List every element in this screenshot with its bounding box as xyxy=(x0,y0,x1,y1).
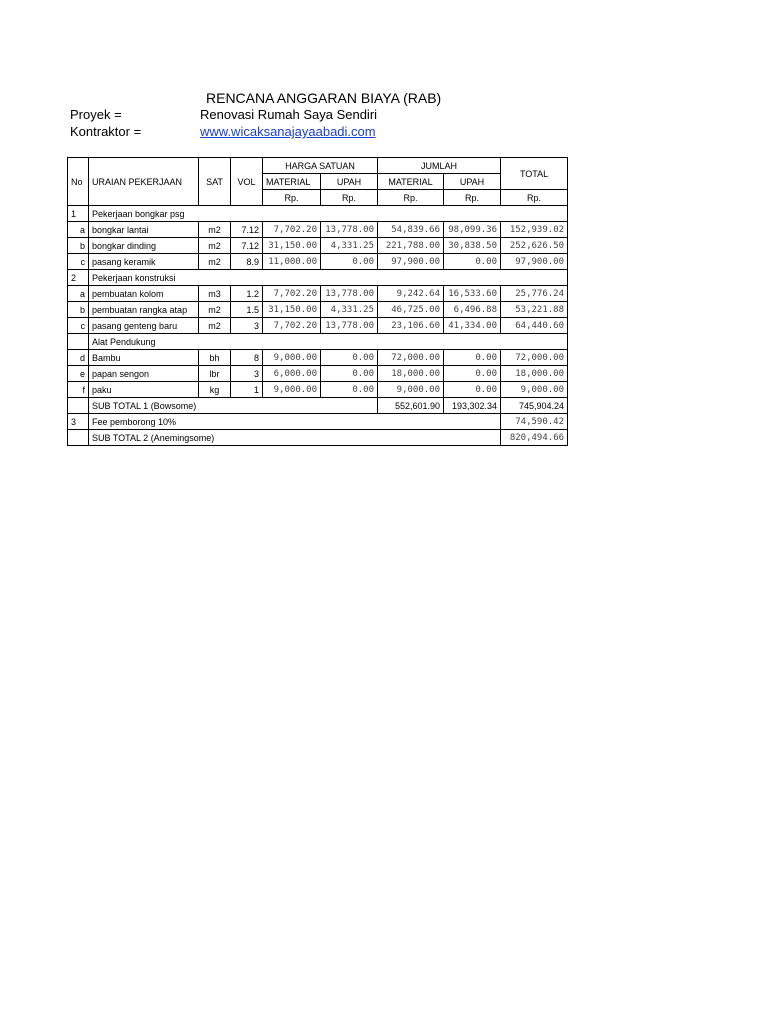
item-jumlah-material: 46,725.00 xyxy=(378,302,444,318)
table-row xyxy=(68,238,568,254)
item-harga-upah: 0.00 xyxy=(321,382,378,398)
rab-table xyxy=(67,157,568,446)
section-no xyxy=(68,334,89,350)
item-jumlah-material: 72,000.00 xyxy=(378,350,444,366)
section-title: Pekerjaan bongkar psg xyxy=(89,206,568,222)
empty-cell xyxy=(68,398,89,414)
section-title: Alat Pendukung xyxy=(89,334,568,350)
item-vol: 1.2 xyxy=(231,286,263,302)
section-row xyxy=(68,206,568,222)
item-total: 18,000.00 xyxy=(501,366,568,382)
item-code: b xyxy=(68,238,89,254)
fee-row xyxy=(68,414,568,430)
header-rp: Rp. xyxy=(501,190,568,206)
item-jumlah-upah: 98,099.36 xyxy=(444,222,501,238)
item-total: 72,000.00 xyxy=(501,350,568,366)
table-row xyxy=(68,302,568,318)
item-jumlah-upah: 30,838.50 xyxy=(444,238,501,254)
item-code: c xyxy=(68,318,89,334)
header-row-1 xyxy=(68,158,568,174)
item-jumlah-material: 9,000.00 xyxy=(378,382,444,398)
item-code: a xyxy=(68,286,89,302)
item-jumlah-material: 221,788.00 xyxy=(378,238,444,254)
item-code: f xyxy=(68,382,89,398)
section-row xyxy=(68,270,568,286)
subtotal1-upah: 193,302.34 xyxy=(444,398,501,414)
item-vol: 1 xyxy=(231,382,263,398)
empty-cell xyxy=(68,430,89,446)
table-row xyxy=(68,382,568,398)
item-total: 252,626.50 xyxy=(501,238,568,254)
table-row xyxy=(68,350,568,366)
subtotal1-total: 745,904.24 xyxy=(501,398,568,414)
item-jumlah-material: 97,900.00 xyxy=(378,254,444,270)
item-vol: 1.5 xyxy=(231,302,263,318)
item-harga-upah: 13,778.00 xyxy=(321,222,378,238)
header-rp: Rp. xyxy=(263,190,321,206)
item-code: b xyxy=(68,302,89,318)
item-harga-material: 7,702.20 xyxy=(263,222,321,238)
header-material: MATERIAL xyxy=(378,174,444,190)
subtotal2-total: 820,494.66 xyxy=(501,430,568,446)
header-no: No xyxy=(68,158,89,206)
header-rp: Rp. xyxy=(321,190,378,206)
item-code: d xyxy=(68,350,89,366)
table-row xyxy=(68,254,568,270)
kontraktor-label: Kontraktor = xyxy=(70,124,142,139)
header-harga-satuan: HARGA SATUAN xyxy=(263,158,378,174)
fee-total: 74,590.42 xyxy=(501,414,568,430)
item-jumlah-upah: 41,334.00 xyxy=(444,318,501,334)
item-code: a xyxy=(68,222,89,238)
item-harga-material: 6,000.00 xyxy=(263,366,321,382)
proyek-value: Renovasi Rumah Saya Sendiri xyxy=(200,107,378,122)
item-desc: Bambu xyxy=(89,350,199,366)
proyek-label: Proyek = xyxy=(70,107,122,122)
kontraktor-link[interactable]: www.wicaksanajayaabadi.com xyxy=(200,124,376,139)
table-row xyxy=(68,318,568,334)
item-desc: pasang keramik xyxy=(89,254,199,270)
fee-no: 3 xyxy=(68,414,89,430)
subtotal2-label: SUB TOTAL 2 (Anemingsome) xyxy=(89,430,501,446)
item-desc: bongkar dinding xyxy=(89,238,199,254)
item-vol: 8 xyxy=(231,350,263,366)
table-row xyxy=(68,286,568,302)
item-harga-material: 11,000.00 xyxy=(263,254,321,270)
section-no: 1 xyxy=(68,206,89,222)
item-harga-upah: 0.00 xyxy=(321,254,378,270)
item-jumlah-upah: 16,533.60 xyxy=(444,286,501,302)
item-desc: pembuatan kolom xyxy=(89,286,199,302)
item-sat: m2 xyxy=(199,254,231,270)
item-jumlah-upah: 0.00 xyxy=(444,350,501,366)
item-sat: m2 xyxy=(199,302,231,318)
header-total: TOTAL xyxy=(501,158,568,190)
item-harga-material: 31,150.00 xyxy=(263,238,321,254)
table-row xyxy=(68,366,568,382)
item-vol: 7.12 xyxy=(231,222,263,238)
item-jumlah-upah: 0.00 xyxy=(444,366,501,382)
item-total: 152,939.02 xyxy=(501,222,568,238)
section-no: 2 xyxy=(68,270,89,286)
item-vol: 8.9 xyxy=(231,254,263,270)
item-jumlah-material: 9,242.64 xyxy=(378,286,444,302)
item-harga-upah: 13,778.00 xyxy=(321,318,378,334)
item-sat: kg xyxy=(199,382,231,398)
item-total: 9,000.00 xyxy=(501,382,568,398)
subtotal1-label: SUB TOTAL 1 (Bowsome) xyxy=(89,398,378,414)
item-harga-material: 9,000.00 xyxy=(263,350,321,366)
section-title: Pekerjaan konstruksi xyxy=(89,270,568,286)
item-desc: pasang genteng baru xyxy=(89,318,199,334)
item-sat: m3 xyxy=(199,286,231,302)
item-sat: m2 xyxy=(199,318,231,334)
item-harga-upah: 0.00 xyxy=(321,350,378,366)
item-sat: lbr xyxy=(199,366,231,382)
subtotal1-material: 552,601.90 xyxy=(378,398,444,414)
header-uraian: URAIAN PEKERJAAN xyxy=(89,158,199,206)
item-jumlah-upah: 0.00 xyxy=(444,254,501,270)
item-desc: pembuatan rangka atap xyxy=(89,302,199,318)
item-harga-upah: 4,331.25 xyxy=(321,302,378,318)
header-rp: Rp. xyxy=(444,190,501,206)
item-jumlah-material: 54,839.66 xyxy=(378,222,444,238)
item-harga-material: 7,702.20 xyxy=(263,318,321,334)
item-total: 25,776.24 xyxy=(501,286,568,302)
header-jumlah: JUMLAH xyxy=(378,158,501,174)
item-jumlah-material: 18,000.00 xyxy=(378,366,444,382)
fee-label: Fee pemborong 10% xyxy=(89,414,501,430)
section-row xyxy=(68,334,568,350)
item-harga-material: 9,000.00 xyxy=(263,382,321,398)
document-title: RENCANA ANGGARAN BIAYA (RAB) xyxy=(206,90,442,106)
item-sat: bh xyxy=(199,350,231,366)
item-harga-material: 7,702.20 xyxy=(263,286,321,302)
item-harga-material: 31,150.00 xyxy=(263,302,321,318)
item-jumlah-upah: 6,496.88 xyxy=(444,302,501,318)
header-upah: UPAH xyxy=(321,174,378,190)
item-total: 53,221.88 xyxy=(501,302,568,318)
header-rp: Rp. xyxy=(378,190,444,206)
item-jumlah-material: 23,106.60 xyxy=(378,318,444,334)
item-code: e xyxy=(68,366,89,382)
item-total: 64,440.60 xyxy=(501,318,568,334)
header-vol: VOL xyxy=(231,158,263,206)
item-sat: m2 xyxy=(199,238,231,254)
item-vol: 7.12 xyxy=(231,238,263,254)
item-jumlah-upah: 0.00 xyxy=(444,382,501,398)
item-vol: 3 xyxy=(231,366,263,382)
item-harga-upah: 4,331.25 xyxy=(321,238,378,254)
item-desc: papan sengon xyxy=(89,366,199,382)
header-upah: UPAH xyxy=(444,174,501,190)
item-desc: paku xyxy=(89,382,199,398)
item-harga-upah: 0.00 xyxy=(321,366,378,382)
subtotal1-row xyxy=(68,398,568,414)
item-harga-upah: 13,778.00 xyxy=(321,286,378,302)
item-code: c xyxy=(68,254,89,270)
item-total: 97,900.00 xyxy=(501,254,568,270)
header-material: MATERIAL xyxy=(263,174,321,190)
table-row xyxy=(68,222,568,238)
item-sat: m2 xyxy=(199,222,231,238)
item-desc: bongkar lantai xyxy=(89,222,199,238)
subtotal2-row xyxy=(68,430,568,446)
item-vol: 3 xyxy=(231,318,263,334)
header-sat: SAT xyxy=(199,158,231,206)
